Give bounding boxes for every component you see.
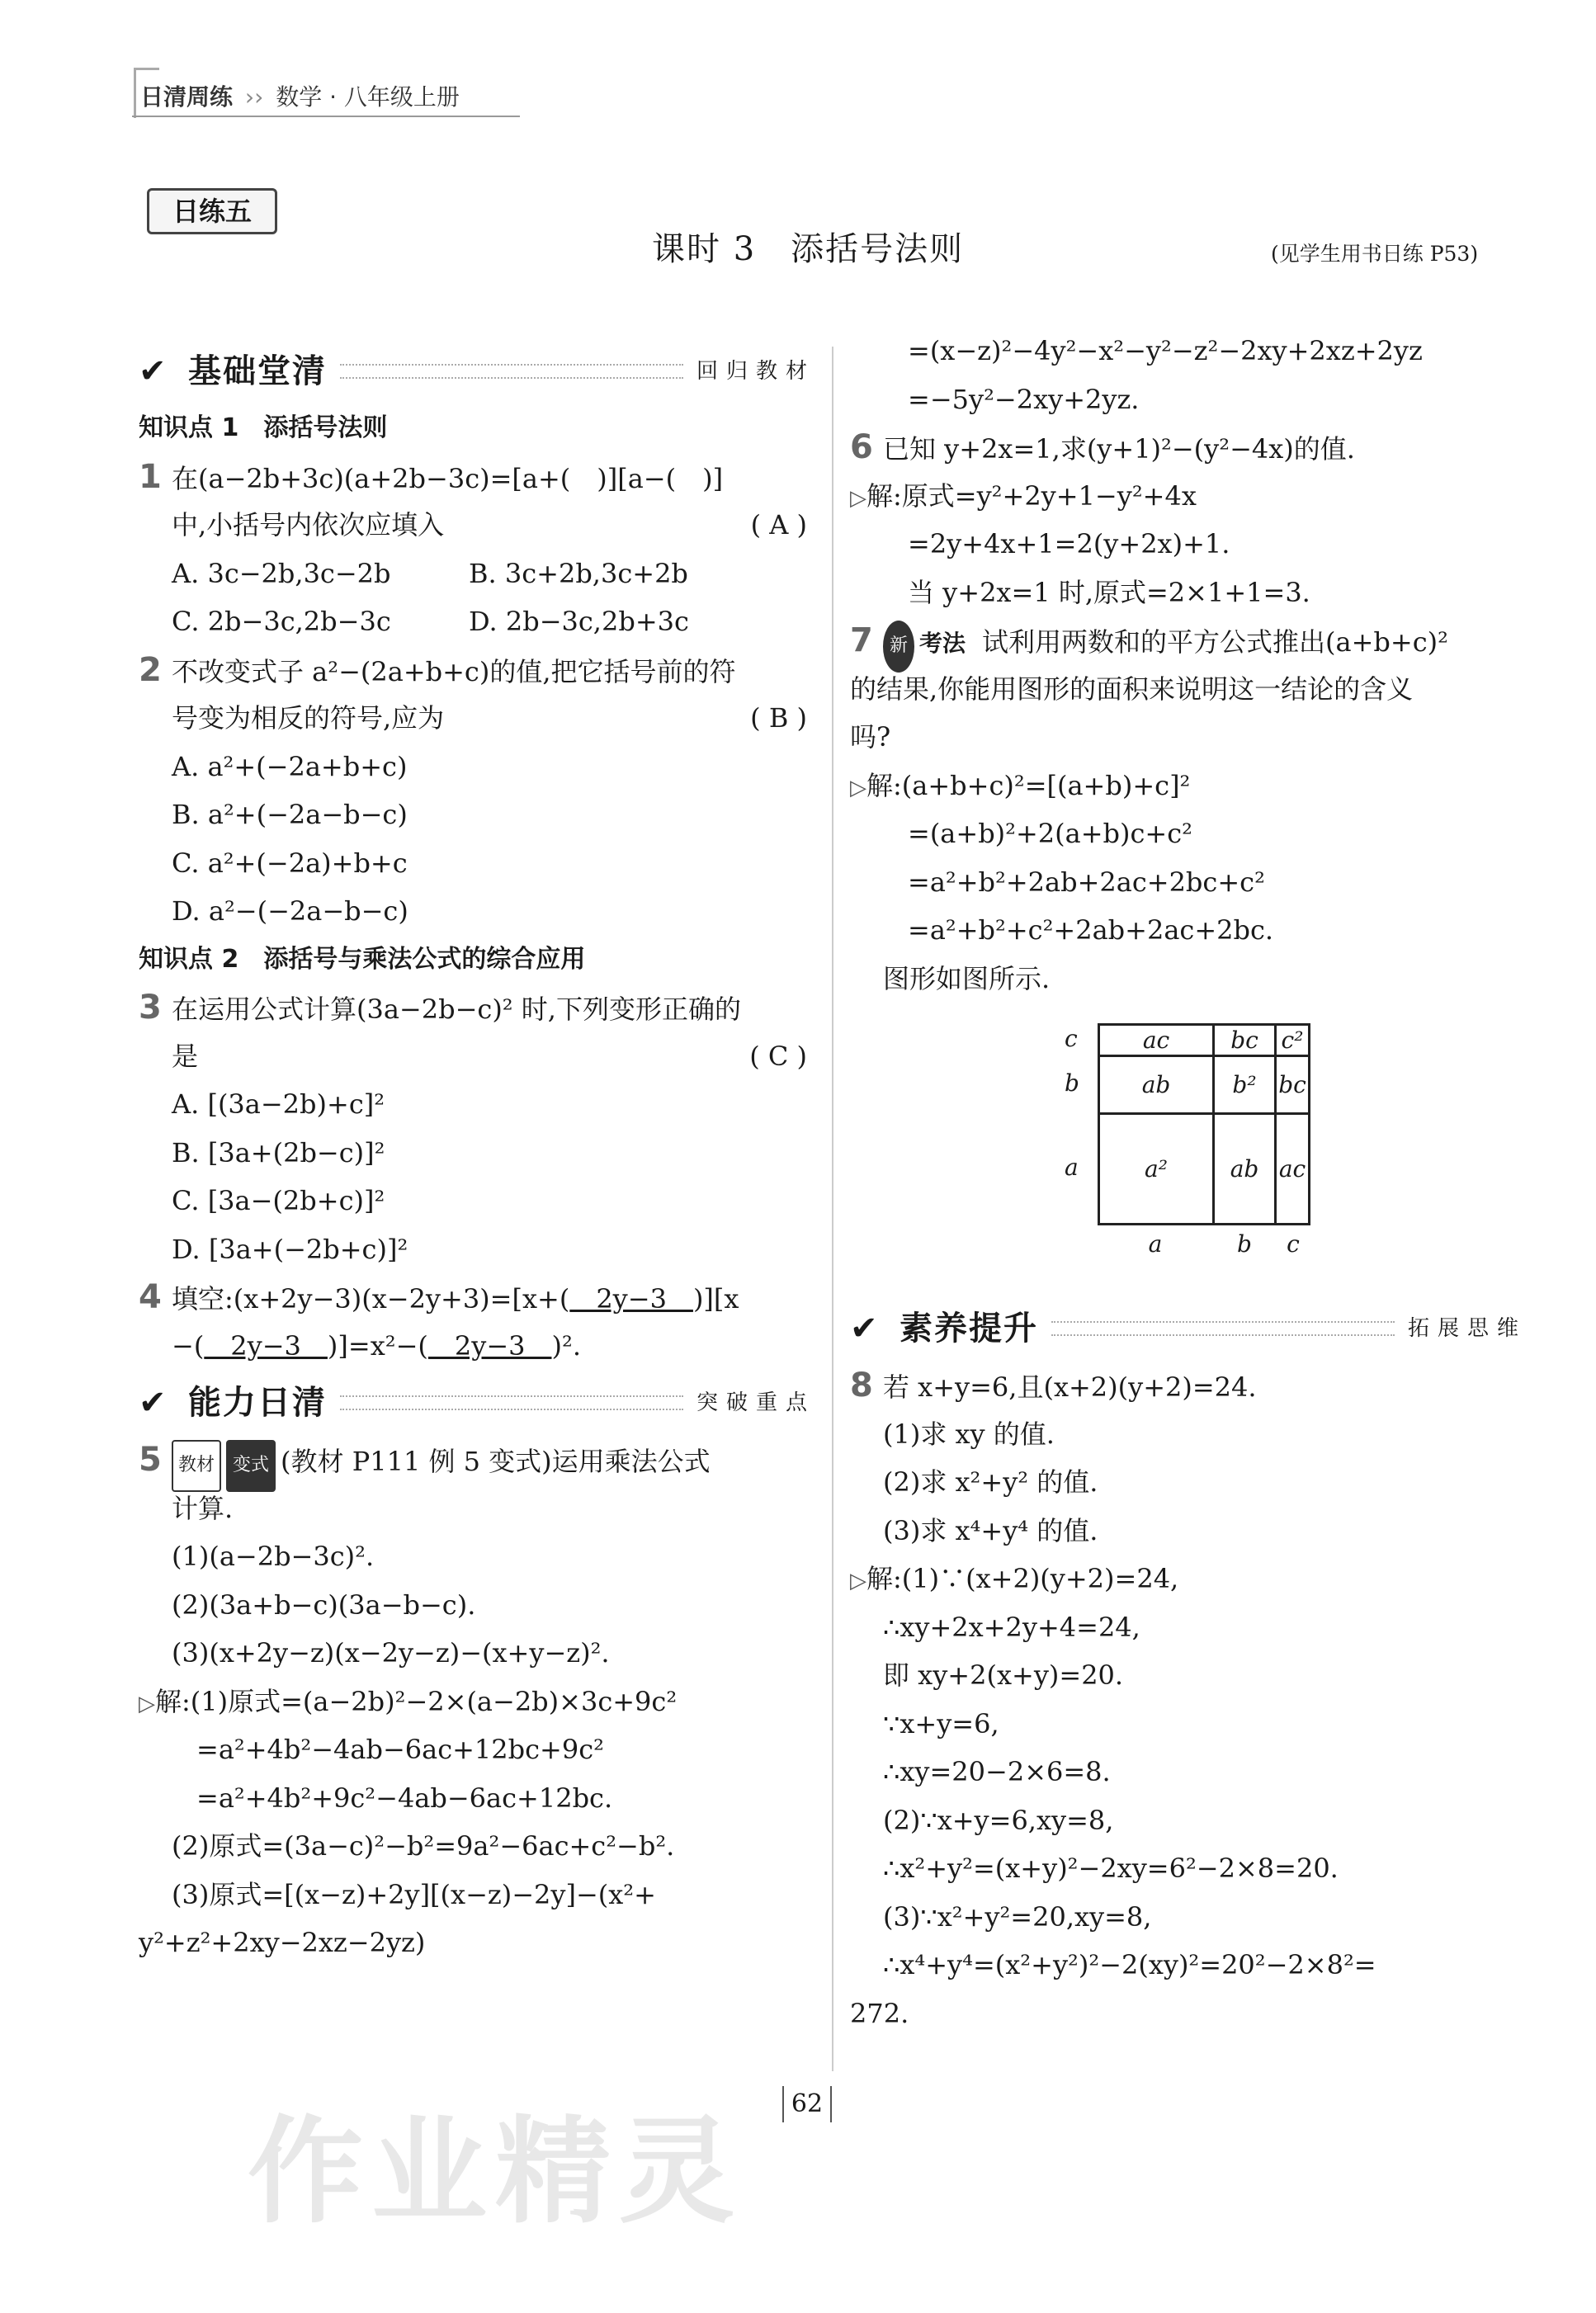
solution-text: 解:(a+b+c)²=[(a+b)+c]² bbox=[866, 769, 1191, 801]
q5-solution-1 bbox=[139, 1678, 815, 1726]
solution-text: 图形如图所示. bbox=[883, 962, 1051, 994]
q4-line1 bbox=[139, 1273, 815, 1322]
row-label: a bbox=[1065, 1154, 1079, 1181]
subject: 数学 · 八年级上册 bbox=[276, 83, 460, 111]
section-divider bbox=[340, 1395, 683, 1410]
solution-text: (2)原式=(3a−c)²−b²=9a²−6ac+c²−b². bbox=[172, 1830, 675, 1862]
solution-text: =(a+b)²+2(a+b)c+c² bbox=[908, 818, 1192, 849]
section-literacy bbox=[850, 1296, 1527, 1362]
q8-part1: (1)求 xy 的值. bbox=[883, 1418, 1055, 1450]
solution-text: y²+z²+2xy−2xz−2yz) bbox=[139, 1927, 426, 1958]
solution-text: ∴xy+2x+2y+4=24, bbox=[883, 1611, 1140, 1643]
question-number: 7 bbox=[850, 621, 873, 659]
q3-stem-2 bbox=[139, 1032, 815, 1081]
q7-line1: 试利用两数和的平方公式推出(a+b+c)² bbox=[982, 626, 1448, 658]
knowledge-point-2: 知识点 2 添括号与乘法公式的综合应用 bbox=[139, 944, 586, 974]
option-b: B. a²+(−2a−b−c) bbox=[172, 799, 408, 830]
question-number: 2 bbox=[139, 650, 162, 689]
fill-blank[interactable]: 2y−3 bbox=[569, 1283, 693, 1315]
row-labels bbox=[1065, 1023, 1098, 1225]
fill-blank[interactable]: 2y−3 bbox=[427, 1329, 552, 1362]
solution-text: 272. bbox=[850, 1997, 909, 2029]
solution-text: 即 xy+2(x+y)=20. bbox=[883, 1659, 1124, 1691]
solution-text: ∴xy=20−2×6=8. bbox=[883, 1756, 1111, 1787]
cell-ac: ac bbox=[1099, 1025, 1214, 1056]
new-badge: 新 bbox=[883, 621, 914, 673]
q4-text: )]=x²−( bbox=[327, 1329, 428, 1362]
section-title: 素养提升 bbox=[900, 1309, 1038, 1348]
q2-answer: ( B ) bbox=[750, 702, 807, 734]
watermark: 作业精灵 bbox=[248, 2105, 744, 2240]
fill-blank[interactable]: 2y−3 bbox=[204, 1329, 328, 1362]
series-name: 日清周练 bbox=[140, 83, 234, 111]
column-labels bbox=[1065, 1230, 1310, 1258]
option-a: A. [(3a−2b)+c]² bbox=[172, 1088, 385, 1120]
row-label: c bbox=[1065, 1025, 1078, 1052]
lesson-title: 课时 3 添括号法则 bbox=[652, 230, 965, 268]
question-number: 5 bbox=[139, 1441, 162, 1479]
q5-line2: 计算. bbox=[172, 1492, 234, 1524]
option-b: B. [3a+(2b−c)]² bbox=[172, 1136, 385, 1168]
option-c: C. a²+(−2a)+b+c bbox=[172, 847, 408, 879]
solution-text: 当 y+2x=1 时,原式=2×1+1=3. bbox=[908, 576, 1310, 608]
question-number: 3 bbox=[139, 989, 162, 1027]
q7-solution bbox=[850, 762, 1527, 810]
col-label: b bbox=[1237, 1230, 1252, 1258]
q4-text: )][x bbox=[692, 1283, 739, 1315]
q1-options-cd bbox=[139, 597, 815, 646]
cell-c2: c² bbox=[1276, 1025, 1310, 1056]
q2-line2: 号变为相反的符号,应为 bbox=[172, 702, 445, 734]
section-tag: 回归教材 bbox=[696, 358, 815, 384]
q1-line1: 在(a−2b+3c)(a+2b−3c)=[a+( )][a−( )] bbox=[172, 462, 724, 494]
option-a: A. 3c−2b,3c−2b bbox=[172, 557, 391, 589]
variant-badge: 变式 bbox=[226, 1440, 276, 1492]
q4-text: 填空:(x+2y−3)(x−2y+3)=[x+( bbox=[172, 1283, 570, 1315]
q5-stem bbox=[139, 1436, 815, 1485]
solution-arrow-icon: ▷ bbox=[139, 1691, 155, 1716]
q4-text: )². bbox=[551, 1329, 581, 1362]
option-d: D. 2b−3c,2b+3c bbox=[469, 606, 689, 637]
solution-text: ∵x+y=6, bbox=[883, 1707, 999, 1739]
header-rule bbox=[132, 116, 520, 117]
right-column bbox=[850, 327, 1527, 1003]
q1-stem-2 bbox=[139, 501, 815, 550]
solution-text: 解:(1)原式=(a−2b)²−2×(a−2b)×3c+9c² bbox=[155, 1685, 678, 1717]
area-grid bbox=[1098, 1023, 1310, 1225]
option-d: D. a²−(−2a−b−c) bbox=[172, 895, 408, 927]
header-separator: ›› bbox=[244, 83, 264, 111]
q3-line2: 是 bbox=[172, 1040, 199, 1072]
question-number: 8 bbox=[850, 1367, 873, 1404]
solution-text: =a²+b²+2ab+2ac+2bc+c² bbox=[908, 866, 1265, 898]
q8-part3: (3)求 x⁴+y⁴ 的值. bbox=[883, 1514, 1098, 1546]
day-label: 日练五 bbox=[147, 188, 277, 234]
knowledge-point-1: 知识点 1 添括号法则 bbox=[139, 413, 388, 442]
solution-arrow-icon: ▷ bbox=[850, 485, 866, 511]
option-c: C. [3a−(2b+c)]² bbox=[172, 1185, 385, 1216]
solution-text: 解:原式=y²+2y+1−y²+4x bbox=[866, 479, 1197, 512]
section-divider bbox=[1051, 1321, 1395, 1336]
question-number: 1 bbox=[139, 457, 162, 496]
q1-answer: ( A ) bbox=[750, 509, 807, 540]
cell-b2: b² bbox=[1214, 1056, 1276, 1114]
q8-solution bbox=[850, 1555, 1527, 1603]
section-tag: 拓展思维 bbox=[1407, 1315, 1527, 1341]
cell-a2: a² bbox=[1099, 1114, 1214, 1225]
check-icon: ✔ bbox=[139, 352, 167, 390]
q7-line3: 吗? bbox=[850, 721, 891, 753]
section-basic bbox=[139, 338, 815, 404]
q4-line2 bbox=[139, 1322, 815, 1371]
solution-text: =−5y²−2xy+2yz. bbox=[908, 383, 1140, 415]
q8-stem bbox=[850, 1362, 1527, 1410]
q1-options-ab bbox=[139, 550, 815, 598]
running-header bbox=[140, 79, 460, 112]
question-number: 6 bbox=[850, 428, 873, 466]
solution-text: (3)∵x²+y²=20,xy=8, bbox=[883, 1900, 1152, 1933]
section-divider bbox=[340, 364, 683, 379]
question-number: 4 bbox=[139, 1278, 162, 1316]
option-c: C. 2b−3c,2b−3c bbox=[172, 606, 391, 637]
cell-ab: ab bbox=[1099, 1056, 1214, 1114]
page-number: 62 bbox=[782, 2086, 832, 2122]
q4-text: −( bbox=[172, 1329, 205, 1362]
solution-text: =a²+4b²+9c²−4ab−6ac+12bc. bbox=[196, 1782, 613, 1814]
solution-text: =(x−z)²−4y²−x²−y²−z²−2xy+2xz+2yz bbox=[908, 335, 1423, 366]
q6-solution bbox=[850, 472, 1527, 521]
q3-answer: ( C ) bbox=[749, 1040, 807, 1072]
q5-line1: (教材 P111 例 5 变式)运用乘法公式 bbox=[281, 1446, 711, 1477]
option-b: B. 3c+2b,3c+2b bbox=[469, 557, 688, 589]
check-icon: ✔ bbox=[139, 1383, 167, 1422]
solution-text: =2y+4x+1=2(y+2x)+1. bbox=[908, 528, 1230, 559]
col-label: a bbox=[1148, 1230, 1163, 1258]
col-label: c bbox=[1287, 1230, 1300, 1258]
q7-stem bbox=[850, 616, 1527, 665]
solution-text: (2)∵x+y=6,xy=8, bbox=[883, 1804, 1114, 1836]
new-method-label: 考法 bbox=[919, 630, 966, 657]
row-label: b bbox=[1065, 1069, 1079, 1097]
solution-text: 解:(1)∵(x+2)(y+2)=24, bbox=[866, 1563, 1179, 1594]
solution-text: (3)原式=[(x−z)+2y][(x−z)−2y]−(x²+ bbox=[172, 1878, 656, 1910]
option-a: A. a²+(−2a+b+c) bbox=[172, 750, 408, 782]
area-figure bbox=[1065, 1023, 1310, 1258]
section-title: 基础堂清 bbox=[188, 352, 327, 390]
q7-line2: 的结果,你能用图形的面积来说明这一结论的含义 bbox=[850, 673, 1414, 705]
q2-stem-2 bbox=[139, 694, 815, 743]
section-tag: 突破重点 bbox=[696, 1390, 815, 1415]
check-icon: ✔ bbox=[850, 1309, 878, 1348]
solution-text: ∴x⁴+y⁴=(x²+y²)²−2(xy)²=20²−2×8²= bbox=[883, 1949, 1376, 1980]
q6-text: 已知 y+2x=1,求(y+1)²−(y²−4x)的值. bbox=[883, 433, 1355, 465]
solution-text: ∴x²+y²=(x+y)²−2xy=6²−2×8=20. bbox=[883, 1853, 1339, 1884]
q1-line2: 中,小括号内依次应填入 bbox=[172, 509, 445, 540]
q5-part1: (1)(a−2b−3c)². bbox=[172, 1541, 375, 1572]
q1-stem bbox=[139, 453, 815, 502]
q8-part2: (2)求 x²+y² 的值. bbox=[883, 1466, 1098, 1498]
section-ability bbox=[139, 1370, 815, 1436]
cell-ab: ab bbox=[1214, 1114, 1276, 1225]
q3-stem bbox=[139, 984, 815, 1032]
lesson-reference: (见学生用书日练 P53) bbox=[1271, 242, 1479, 266]
solution-text: =a²+b²+c²+2ab+2ac+2bc. bbox=[908, 914, 1274, 946]
q2-line1: 不改变式子 a²−(2a+b+c)的值,把它括号前的符 bbox=[172, 655, 736, 687]
solution-arrow-icon: ▷ bbox=[850, 1569, 866, 1593]
solution-arrow-icon: ▷ bbox=[850, 775, 866, 800]
column-divider bbox=[832, 347, 833, 2071]
q2-stem bbox=[139, 646, 815, 695]
textbook-badge: 教材 bbox=[172, 1440, 221, 1492]
q3-line1: 在运用公式计算(3a−2b−c)² 时,下列变形正确的 bbox=[172, 994, 741, 1025]
left-column bbox=[139, 338, 815, 1967]
cell-bc: bc bbox=[1276, 1056, 1310, 1114]
q5-part3: (3)(x+2y−z)(x−2y−z)−(x+y−z)². bbox=[172, 1637, 610, 1669]
section-title: 能力日清 bbox=[188, 1383, 327, 1422]
cell-ac: ac bbox=[1276, 1114, 1310, 1225]
q5-part2: (2)(3a+b−c)(3a−b−c). bbox=[172, 1588, 476, 1621]
option-d: D. [3a+(−2b+c)]² bbox=[172, 1233, 408, 1265]
cell-bc: bc bbox=[1214, 1025, 1276, 1056]
right-column-lower bbox=[850, 1296, 1527, 2037]
q8-text: 若 x+y=6,且(x+2)(y+2)=24. bbox=[883, 1371, 1257, 1403]
solution-text: =a²+4b²−4ab−6ac+12bc+9c² bbox=[196, 1734, 604, 1765]
q6-stem bbox=[850, 423, 1527, 472]
